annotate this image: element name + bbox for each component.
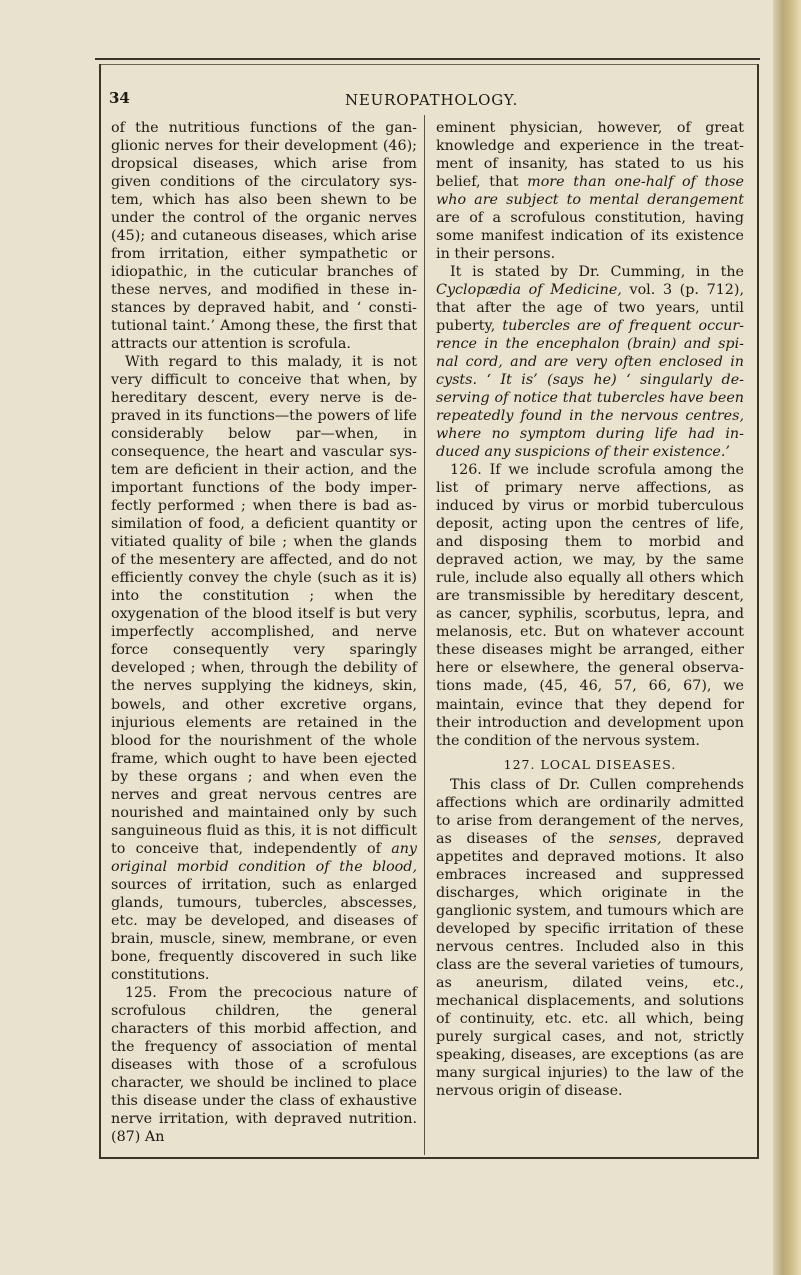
column-divider (424, 115, 425, 1155)
top-border-rule (95, 58, 760, 60)
paragraph: With regard to this malady, it is not very difficult to conceive that when, by hereditary descent, every nerve is depraved in its functions—the powers of life considerably below par—when, in consequence, the heart and vascular system are deficient in their action, and the important functions of the body imperfectly performed ; when there is bad assimilation of food, a deficient quantity or vitiated quality of bile ; when the glands of the mesentery are affected, and do not efficiently convey the chyle (such as it is) into the constitution ; when the oxygenation of the blood itself is but very imperfectly accomplished, and nerve force consequently very sparingly developed ; when, through the debility of the nerves supplying the kidneys, skin, bowels, and other excretive organs, injurious elements are retained in the blood for the nourishment of the whole frame, which ought to have been ejected by these organs ; and when even the nerves and great nervous centres are nourished and maintained only by such sanguineous fluid as this, it is not difficult to conceive that, independently of any original morbid condition of the blood, sources of irritation, such as enlarged glands, tumours, tubercles, abscesses, etc. may be developed, and diseases of brain, muscle, sinew, membrane, or even bone, frequently discovered in such like constitutions. (111, 354, 418, 983)
section-heading: 127. LOCAL DISEASES. (503, 756, 677, 772)
right-text-column (436, 119, 744, 1100)
page-number: 34 (109, 89, 130, 107)
paragraph: of the nutritious functions of the ganglionic nerves for their development (46); dropsical diseases, which arise from given conditions of the circulatory system, which has also been shewn to be under the control of the organic nerves (45); and cutaneous diseases, which arise from irritation, either sympathetic or idiopathic, in the cuticular branches of these nerves, and modified in these instances by depraved habit, and ‘ constitutional taint.’ Among these, the first that attracts our attention is scrofula. (111, 120, 417, 353)
paragraph: eminent physician, however, of great knowledge and experience in the treatment of insanity, has stated to us his belief, that more than one-half of those who are subject to mental derangement are of a scrofulous constitution, having some manifest indication of its existence in their persons. (436, 120, 744, 263)
paragraph-127: This class of Dr. Cullen comprehends affections which are ordinarily admitted to arise from derangement of the nerves, as diseases of the senses, depraved appetites and depraved motions. It also embraces increased and suppressed discharges, which originate in the ganglionic system, and tumours which are developed by specific irritation of these nervous centres. Included also in this class are the several varieties of tumours, as aneurism, dilated veins, etc., mechanical displacements, and solutions of continuity, etc. etc. all which, being purely surgical cases, and not, strictly speaking, diseases, are exceptions (as are many surgical injuries) to the law of the nervous origin of disease. (436, 776, 745, 1099)
right-border-rule (757, 64, 759, 1159)
paragraph-125: 125. From the precocious nature of scrofulous children, the general characters of this morbid affection, and the frequency of association of mental diseases with those of a scrofulous character, we should be inclined to place this disease under the class of exhaustive nerve irritation, with depraved nutrition. (87) An (111, 984, 417, 1145)
paragraph: It is stated by Dr. Cumming, in the Cyclopædia of Medicine, vol. 3 (p. 712), that after the age of two years, until puberty, tubercles are of frequent occurrence in the encephalon (brain) and spinal cord, and are very often enclosed in cysts. ‘ It is’ (says he) ‘ singularly deserving of notice that tubercles have been repeatedly found in the nervous centres, where no symptom during life had induced any suspicions of their existence.’ (436, 264, 745, 461)
page-edge-binding (773, 0, 801, 1275)
left-text-column (111, 119, 417, 1146)
bottom-border-rule (99, 1157, 759, 1159)
running-head: NEUROPATHOLOGY. (345, 91, 519, 109)
paragraph-126: 126. If we include scrofula among the list of primary nerve affections, as induced by virus or morbid tuberculous deposit, acting upon the centres of life, and disposing them to morbid and depraved action, we may, by the same rule, include also equally all others which are transmissible by hereditary descent, as cancer, syphilis, scorbutus, lepra, and melanosis, etc. But on whatever account these diseases might be arranged, either here or elsewhere, the general observations made, (45, 46, 57, 66, 67), we maintain, evince that they depend for their introduction and development upon the condition of the nervous system. (436, 462, 744, 749)
left-border-rule (99, 64, 101, 1159)
top-inner-rule (99, 64, 759, 65)
